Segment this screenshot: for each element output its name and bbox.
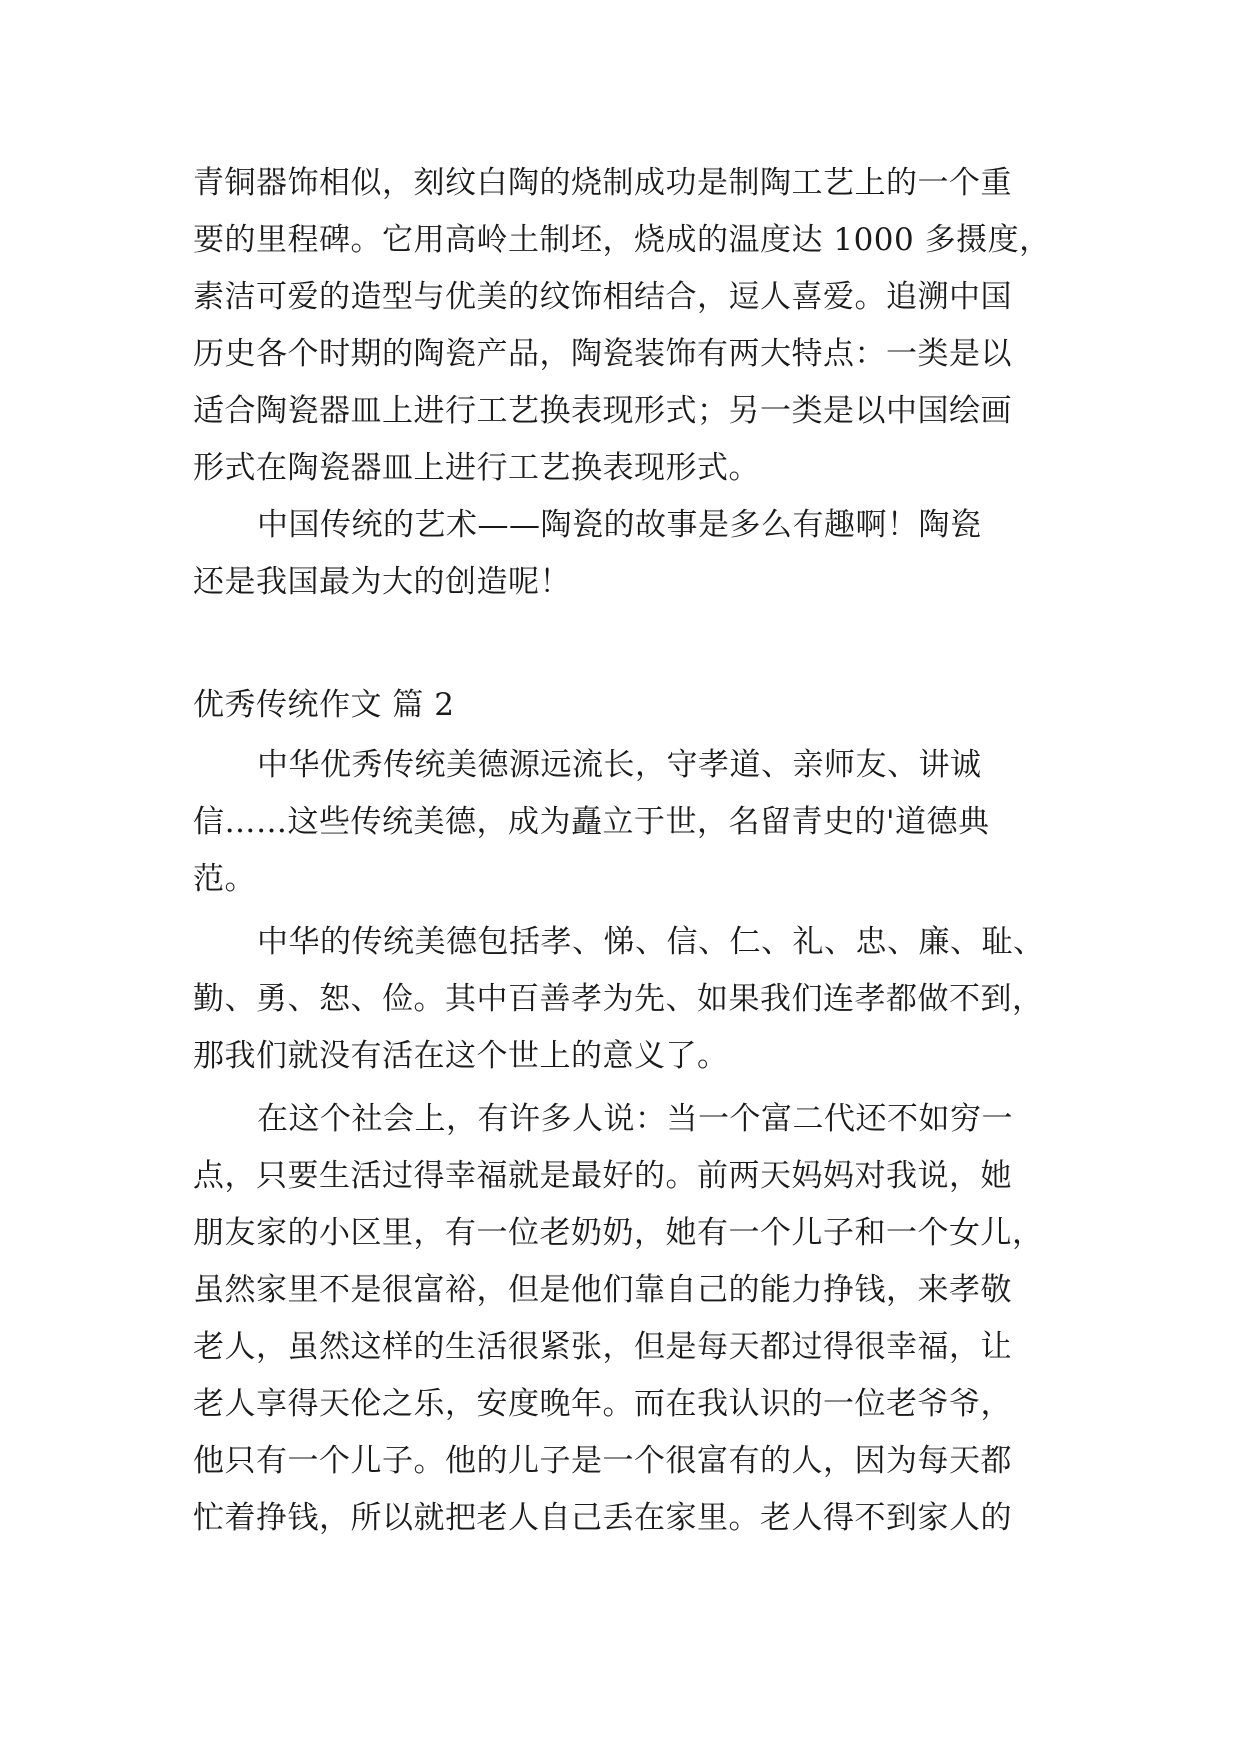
paragraph-line: 朋友家的小区里，有一位老奶奶，她有一个儿子和一个女儿， (193, 1215, 1044, 1251)
paragraph-line: 还是我国最为大的创造呢！ (193, 564, 571, 600)
paragraph-line: 那我们就没有活在这个世上的意义了。 (193, 1038, 729, 1074)
paragraph-line: 忙着挣钱，所以就把老人自己丢在家里。老人得不到家人的 (193, 1500, 1012, 1536)
paragraph-line: 勤、勇、恕、俭。其中百善孝为先、如果我们连孝都做不到， (193, 981, 1044, 1017)
paragraph-line: 中国传统的艺术——陶瓷的故事是多么有趣啊！陶瓷 (257, 507, 982, 543)
paragraph-line: 形式在陶瓷器皿上进行工艺换表现形式。 (193, 450, 760, 486)
paragraph-line: 适合陶瓷器皿上进行工艺换表现形式；另一类是以中国绘画 (193, 393, 1012, 429)
paragraph-line: 老人享得天伦之乐，安度晚年。而在我认识的一位老爷爷， (193, 1386, 1012, 1422)
paragraph-line: 点，只要生活过得幸福就是最好的。前两天妈妈对我说，她 (193, 1158, 1012, 1194)
paragraph-line: 虽然家里不是很富裕，但是他们靠自己的能力挣钱，来孝敬 (193, 1272, 1012, 1308)
paragraph-line: 青铜器饰相似，刻纹白陶的烧制成功是制陶工艺上的一个重 (193, 165, 1012, 201)
section-heading: 优秀传统作文 篇 2 (193, 687, 455, 723)
paragraph-line: 在这个社会上，有许多人说：当一个富二代还不如穷一 (257, 1101, 1013, 1137)
paragraph-line: 中华的传统美德包括孝、悌、信、仁、礼、忠、廉、耻、 (257, 924, 1045, 960)
paragraph-line: 素洁可爱的造型与优美的纹饰相结合，逗人喜爱。追溯中国 (193, 279, 1012, 315)
paragraph-line: 要的里程碑。它用高岭土制坯，烧成的温度达 1000 多摄度， (193, 222, 1051, 258)
paragraph-line: 中华优秀传统美德源远流长，守孝道、亲师友、讲诚 (257, 747, 982, 783)
paragraph-line: 范。 (193, 861, 256, 897)
paragraph-line: 历史各个时期的陶瓷产品，陶瓷装饰有两大特点：一类是以 (193, 336, 1012, 372)
paragraph-line: 老人，虽然这样的生活很紧张，但是每天都过得很幸福，让 (193, 1329, 1012, 1365)
paragraph-line: 信……这些传统美德，成为矗立于世，名留青史的'道德典 (193, 804, 990, 840)
paragraph-line: 他只有一个儿子。他的儿子是一个很富有的人，因为每天都 (193, 1443, 1012, 1479)
